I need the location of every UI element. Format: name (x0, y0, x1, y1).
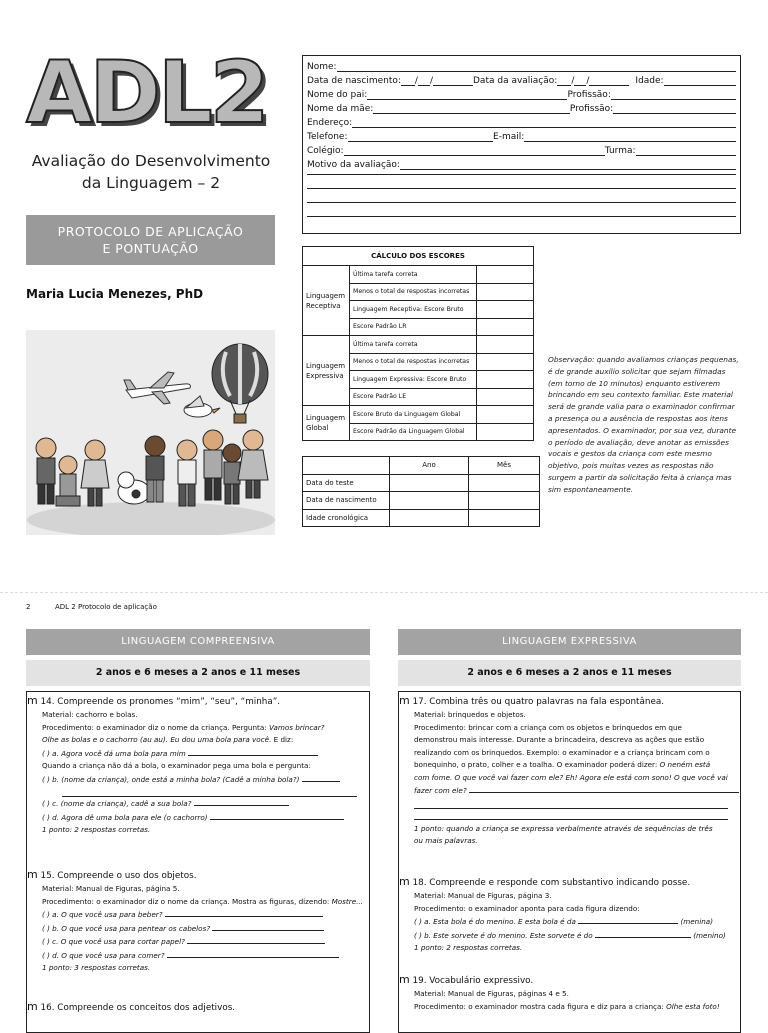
answer-blank[interactable] (302, 773, 340, 782)
score-row-label: Menos o total de respostas incorretas (350, 283, 477, 301)
subtitle-line-2: da Linguagem – 2 (81, 174, 221, 192)
answer-blank[interactable] (414, 798, 728, 809)
label-idade: Idade: (635, 76, 664, 86)
checkbox-marker[interactable]: m (399, 875, 410, 888)
age-header-left: 2 anos e 6 meses a 2 anos e 11 meses (26, 660, 370, 686)
field-profissao-pai[interactable] (611, 90, 736, 100)
col-mes: Mês (469, 457, 540, 475)
row-endereco (307, 118, 736, 128)
adl2-logo: ADL2 (26, 43, 267, 143)
dates-cell[interactable] (469, 474, 540, 492)
dates-cell[interactable] (390, 474, 469, 492)
answer-blank[interactable] (165, 908, 323, 917)
cover-illustration (26, 330, 275, 535)
checkbox-marker[interactable]: m (27, 1000, 38, 1013)
item-title: 18. Compreende e responde com substantivo indicando posse. (412, 878, 691, 888)
answer-blank[interactable] (578, 915, 678, 924)
dates-row-label: Idade cronológica (303, 509, 390, 527)
score-row-label: Linguagem Expressiva: Escore Bruto (350, 371, 477, 389)
field-endereco[interactable] (352, 118, 736, 128)
item-18: m 18. Compreende e responde com substantivo indicando posse. Material: Manual de Figuras, página 3. Procedimento: o examinador aponta para cada figura dizendo: ( ) a. Esta bola é do menino. E esta bola é da (menina) ( ) b. Este sorvete é do menino. Este sorvete é do (menino) 1 ponto: 2 respostas corretas. (399, 875, 740, 955)
answer-blank[interactable] (188, 747, 318, 756)
label-data-nascimento: Data de nascimento: (307, 76, 401, 86)
cover-subtitle (26, 150, 276, 194)
score-row-label: Última tarefa correta (350, 336, 477, 354)
score-cell[interactable] (477, 353, 534, 371)
section-header-compreensiva: LINGUAGEM COMPREENSIVA (26, 629, 370, 655)
item-material: Material: Manual de Figuras, página 3. (414, 891, 552, 900)
dates-row-label: Data de nascimento (303, 492, 390, 510)
label-endereco: Endereço: (307, 118, 353, 128)
item-score-line-2: ou mais palavras. (414, 836, 478, 845)
label-motivo: Motivo da avaliação: (307, 160, 400, 170)
score-cell[interactable] (477, 406, 534, 424)
checkbox-marker[interactable]: m (27, 694, 38, 707)
score-row-label: Menos o total de respostas incorretas (350, 353, 477, 371)
checkbox-marker[interactable]: m (27, 868, 38, 881)
score-row-label: Escore Bruto da Linguagem Global (350, 406, 477, 424)
answer-blank[interactable] (414, 809, 728, 820)
label-nome-mae: Nome da mãe: (307, 104, 374, 114)
group-expressiva: Linguagem Expressiva (303, 336, 350, 406)
item-material: Material: Manual de Figuras, páginas 4 e 5. (414, 989, 569, 998)
label-turma: Turma: (604, 146, 636, 156)
column-expressiva (398, 629, 741, 1033)
answer-blank[interactable] (194, 797, 289, 806)
item-title: 19. Vocabulário expressivo. (412, 976, 534, 986)
item-score: 1 ponto: 2 respostas corretas. (414, 943, 523, 952)
motivo-line-5[interactable] (307, 216, 736, 217)
item-16 (27, 1000, 369, 1015)
dates-corner (303, 457, 390, 475)
item-material: Material: Manual de Figuras, página 5. (42, 884, 180, 893)
section-header-expressiva: LINGUAGEM EXPRESSIVA (398, 629, 741, 655)
item-title: 15. Compreende o uso dos objetos. (40, 871, 197, 881)
answer-blank[interactable] (469, 784, 739, 793)
label-profissao-mae: Profissão: (569, 104, 614, 114)
field-telefone[interactable] (348, 132, 494, 142)
row-pai (307, 90, 736, 100)
label-data-avaliacao: Data da avaliação: (473, 76, 558, 86)
score-row-label: Última tarefa correta (350, 266, 477, 284)
row-datas: Data de nascimento: / / Data da avaliação: / / Idade: (307, 76, 736, 86)
motivo-line-4[interactable] (307, 202, 736, 203)
age-header-right: 2 anos e 6 meses a 2 anos e 11 meses (398, 660, 741, 686)
page-running-header: ADL 2 Protocolo de aplicação (55, 603, 157, 611)
field-nasc-dia[interactable] (401, 76, 415, 86)
observation-note: Observação: quando avaliamos crianças pequenas, é de grande auxílio solicitar que sejam filmadas (em torno de 10 minutos) enquanto estiverem brincando em seu contexto familiar. Este material será de grande valia para o examinador confirmar a presença ou a ausência de respostas aos itens apresentados. O examinador, por sua vez, durante o período de avaliação, deve anotar as emissões vocais e gestos da criança com este mesmo objetivo, pois muitas vezes as respostas não surgem a partir da solicitação feita à criança mas sim espontaneamente. (548, 355, 739, 494)
group-receptiva: Linguagem Receptiva (303, 266, 350, 336)
dates-cell[interactable] (469, 509, 540, 527)
score-cell[interactable] (477, 301, 534, 319)
answer-blank[interactable] (62, 786, 357, 797)
item-title: 14. Compreende os pronomes “mim”, “seu”, “minha”. (40, 697, 281, 707)
author: Maria Lucia Menezes, PhD (26, 287, 204, 301)
item-score-line-1: 1 ponto: quando a criança se expressa verbalmente através de sequências de três (414, 823, 713, 833)
col-ano: Ano (390, 457, 469, 475)
checkbox-marker[interactable]: m (399, 694, 410, 707)
field-email[interactable] (524, 132, 736, 142)
page-number: 2 (26, 603, 31, 611)
score-cell[interactable] (477, 318, 534, 336)
group-global: Linguagem Global (303, 406, 350, 441)
subtitle-line-1: Avaliação do Desenvolvimento (31, 152, 271, 170)
item-material: Material: cachorro e bolas. (42, 710, 138, 719)
item-score: 1 ponto: 2 respostas corretas. (42, 825, 151, 834)
field-nasc-ano[interactable] (433, 76, 473, 86)
item-material: Material: brinquedos e objetos. (414, 710, 526, 719)
dates-cell[interactable] (390, 492, 469, 510)
dates-row-label: Data do teste (303, 474, 390, 492)
score-cell[interactable] (477, 336, 534, 354)
field-colegio[interactable] (344, 146, 605, 156)
field-nasc-mes[interactable] (418, 76, 430, 86)
item-17: m 17. Combina três ou quatro palavras na fala espontânea. Material: brinquedos e objetos. Procedimento: brincar com a criança com os objetos e brinquedos em que demonstrou mais interesse. Durante a brincadeira, descreva as ações que estão realizando com os brinquedos. Exemplo: o examinador e a criança brincam com o bonequinho, o prato, colher e a toalha. O examinador poderá dizer: O neném está com fome. O que você vai fazer com ele? Eh! Agora ele está com sono! O que você vai fazer com ele? 1 ponto: quando a criança se expressa verbalmente através de sequências de três ou mais palavras. (399, 694, 740, 848)
answer-blank[interactable] (187, 935, 325, 944)
field-nome-pai[interactable] (367, 90, 567, 100)
item-14: m 14. Compreende os pronomes “mim”, “seu”, “minha”. Material: cachorro e bolas. Procedimento: o examinador diz o nome da criança. Pergunta: Vamos brincar? Olhe as bolas e o cachorro (au au). Eu dou uma bola para você. E diz: ( ) a. Agora você dá uma bola para mim Quando a criança não dá a bola, o examinador pega uma bola e pergunta: ( ) b. (nome da criança), onde está a minha bola? (Cadê a minha bola?) ( ) c. (nome da criança), cadê a sua bola? ( ) d. Agora dê uma bola para ele (o cachorro) 1 ponto: 2 respostas corretas. (27, 694, 369, 837)
row-colegio (307, 146, 736, 156)
dates-cell[interactable] (390, 509, 469, 527)
items-panel-left (26, 691, 370, 1033)
dates-cell[interactable] (469, 492, 540, 510)
label-nome-pai: Nome do pai: (307, 90, 368, 100)
protocol-line-2: E PONTUAÇÃO (102, 241, 199, 256)
answer-blank[interactable] (595, 929, 691, 938)
item-title: 16. Compreende os conceitos dos adjetivos. (40, 1003, 236, 1013)
row-nome (307, 62, 736, 72)
score-row-label: Escore Padrão da Linguagem Global (350, 423, 477, 441)
score-cell[interactable] (477, 371, 534, 389)
row-telefone (307, 132, 736, 142)
motivo-line-2[interactable] (307, 174, 736, 175)
children-illustration (26, 330, 275, 535)
item-19: m 19. Vocabulário expressivo. Material: Manual de Figuras, páginas 4 e 5. Procedimento: o examinador mostra cada figura e diz para a criança: Olhe esta foto! (399, 973, 740, 1013)
answer-blank[interactable] (210, 811, 344, 820)
score-table-title: CÁLCULO DOS ESCORES (303, 247, 534, 266)
field-idade[interactable] (664, 76, 736, 86)
field-nome[interactable] (337, 62, 736, 72)
score-cell[interactable] (477, 423, 534, 441)
answer-blank[interactable] (167, 949, 339, 958)
item-15: m 15. Compreende o uso dos objetos. Material: Manual de Figuras, página 5. Procedimento: o examinador diz o nome da criança. Mostra as figuras, dizendo: Mostre... ( ) a. O que você usa para beber? ( ) b. O que você usa para pentear os cabelos? ( ) c. O que você usa para cortar papel? ( ) d. O que você usa para comer? 1 ponto: 3 respostas corretas. (27, 868, 369, 975)
score-row-label: Escore Padrão LE (350, 388, 477, 406)
score-cell[interactable] (477, 266, 534, 284)
field-turma[interactable] (636, 146, 736, 156)
label-telefone: Telefone: (307, 132, 348, 142)
patient-info-form (302, 55, 741, 234)
label-email: E-mail: (493, 132, 525, 142)
field-profissao-mae[interactable] (613, 104, 736, 114)
label-profissao-pai: Profissão: (567, 90, 611, 100)
field-motivo[interactable] (400, 160, 736, 170)
motivo-line-3[interactable] (307, 188, 736, 189)
field-aval-mes[interactable] (574, 76, 586, 86)
column-compreensiva (26, 629, 370, 1033)
items-panel-right (398, 691, 741, 1033)
item-score: 1 ponto: 3 respostas corretas. (42, 963, 151, 972)
score-row-label: Linguagem Receptiva: Escore Bruto (350, 301, 477, 319)
score-cell[interactable] (477, 283, 534, 301)
label-colegio: Colégio: (307, 146, 344, 156)
field-aval-dia[interactable] (557, 76, 571, 86)
score-calculation-table (302, 246, 534, 441)
score-cell[interactable] (477, 388, 534, 406)
page-divider (0, 592, 768, 593)
field-nome-mae[interactable] (373, 104, 569, 114)
item-title: 17. Combina três ou quatro palavras na fala espontânea. (412, 697, 665, 707)
checkbox-marker[interactable]: m (399, 973, 410, 986)
field-aval-ano[interactable] (589, 76, 629, 86)
row-motivo (307, 160, 736, 170)
protocol-banner (26, 215, 275, 265)
label-nome: Nome: (307, 62, 337, 72)
dates-table (302, 456, 540, 527)
answer-blank[interactable] (212, 922, 324, 931)
score-row-label: Escore Padrão LR (350, 318, 477, 336)
row-mae (307, 104, 736, 114)
protocol-line-1: PROTOCOLO DE APLICAÇÃO (57, 224, 244, 239)
